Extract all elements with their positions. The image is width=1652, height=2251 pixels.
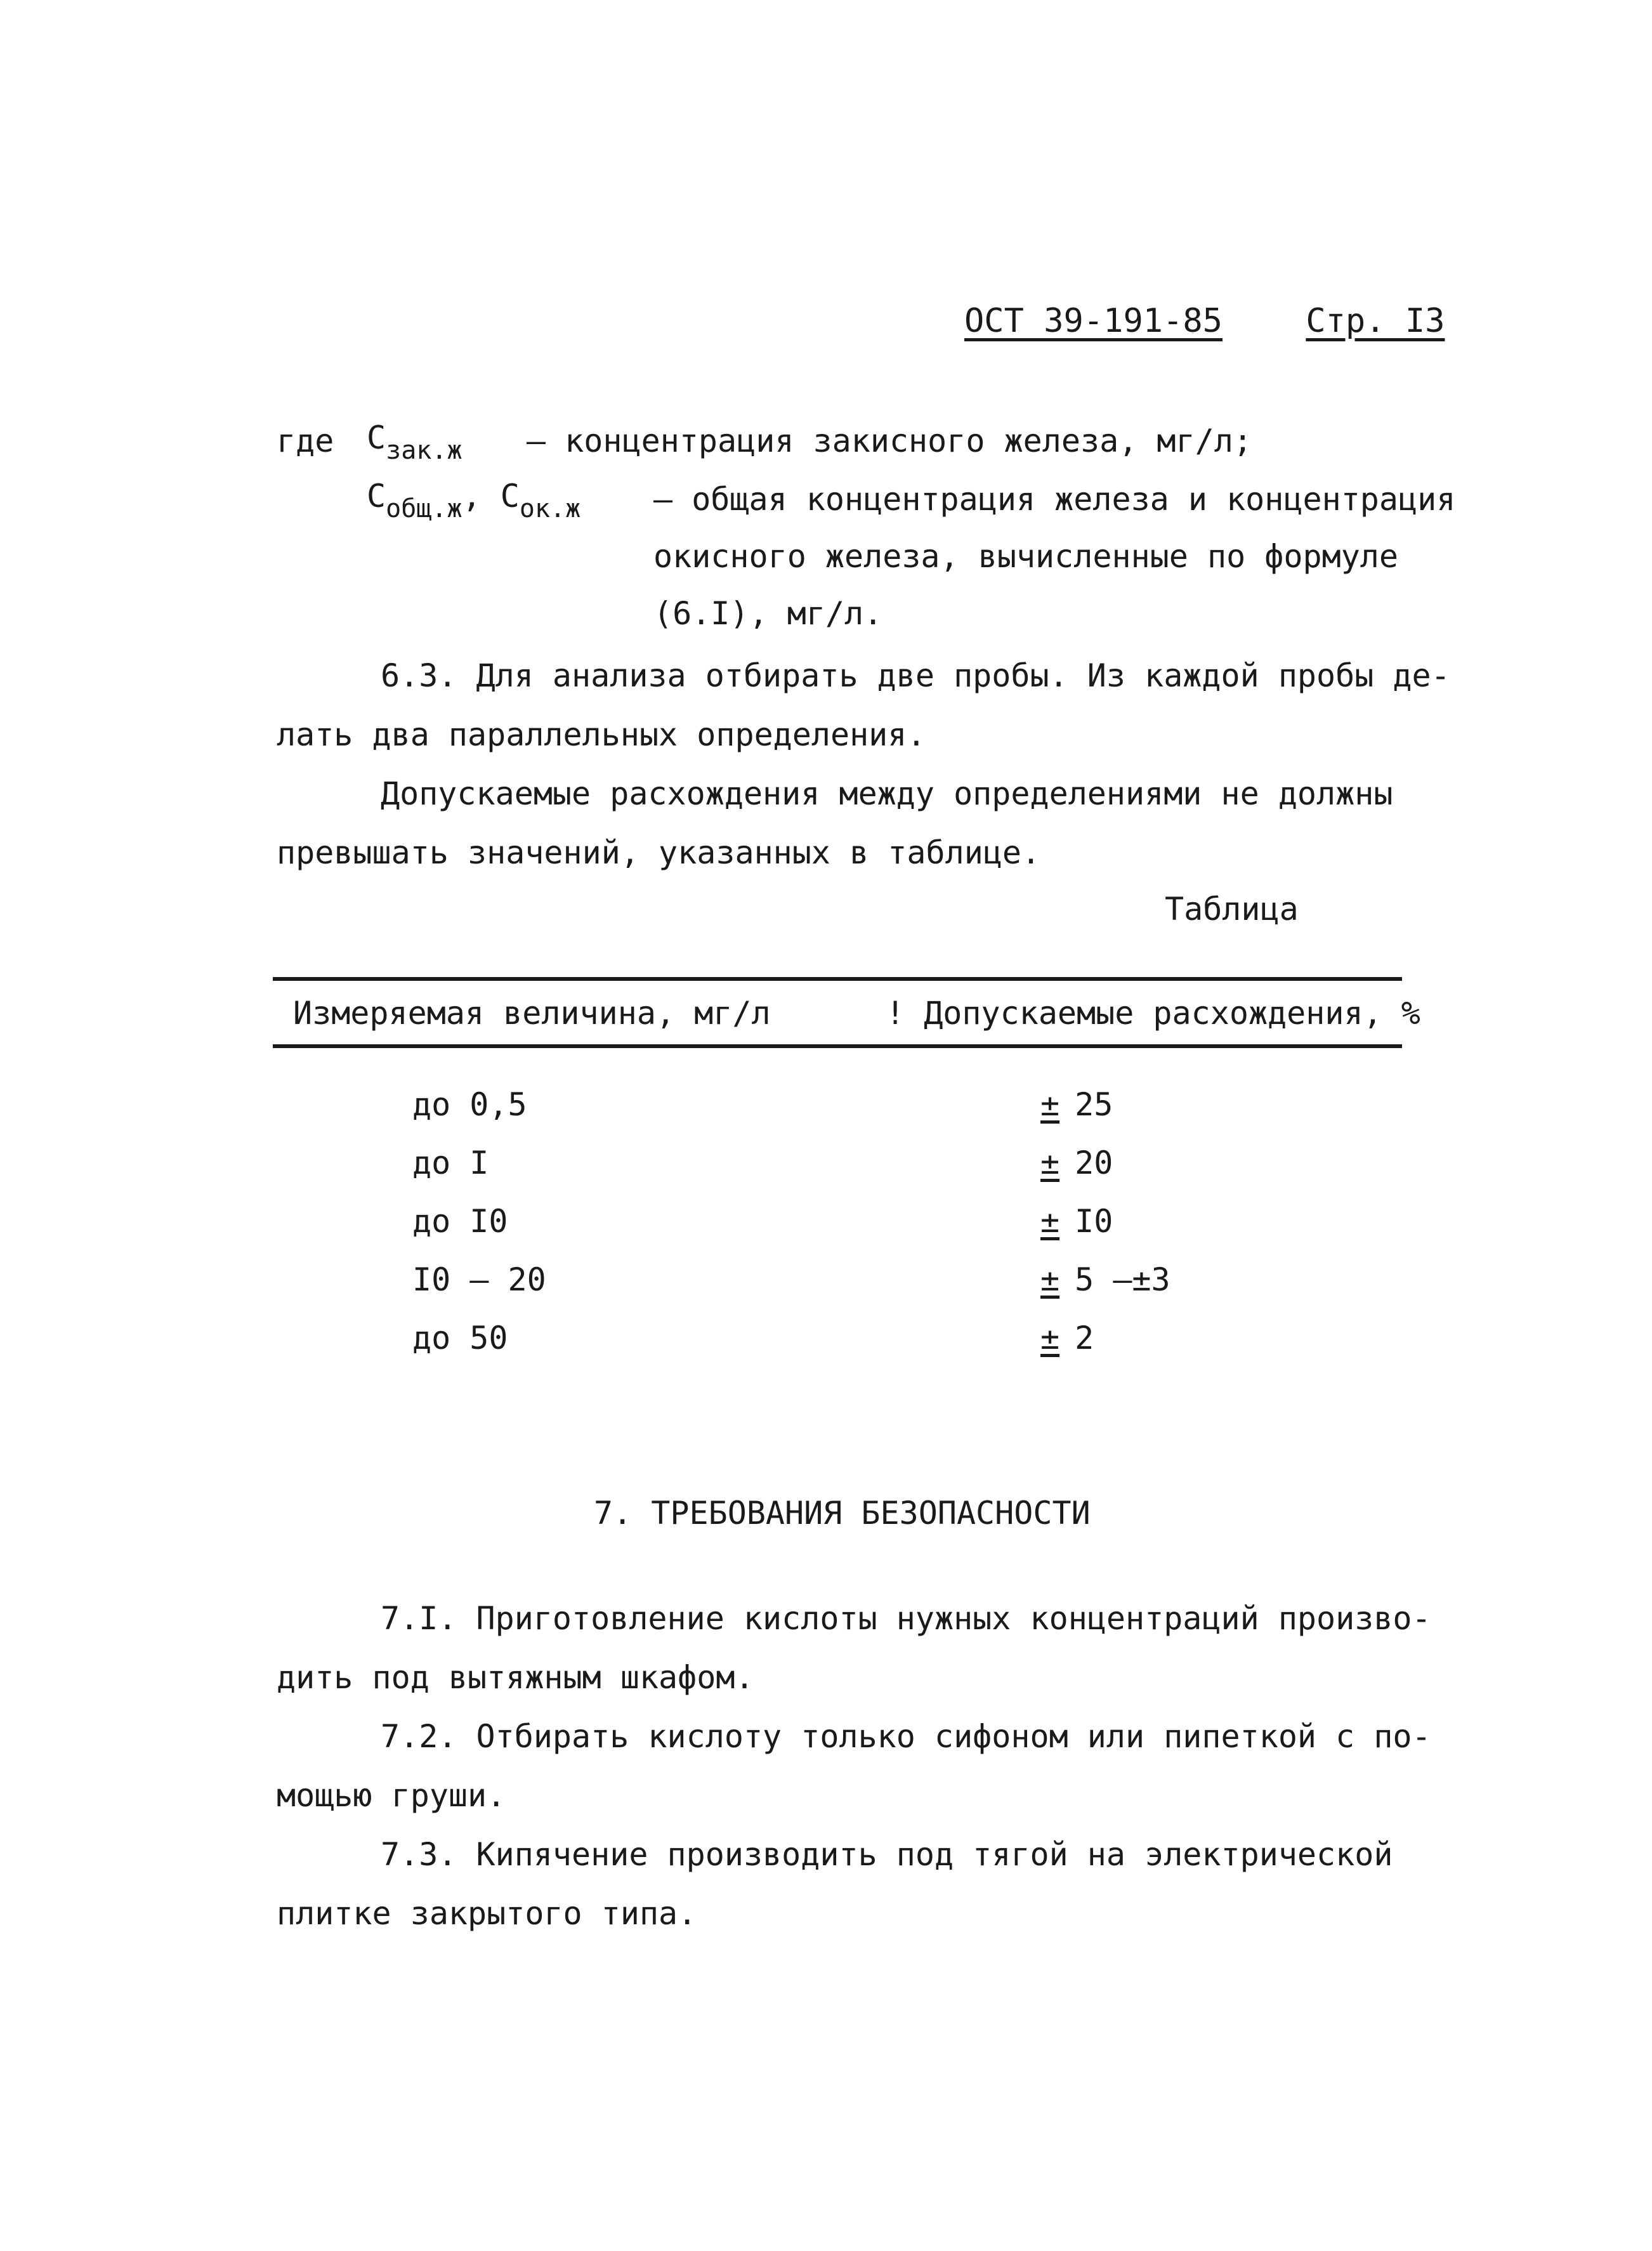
definition-c-zak: – концентрация закисного железа, мг/л;: [527, 423, 1252, 459]
paragraph-deviation-line-2: превышать значений, указанных в таблице.: [277, 834, 1041, 871]
deviation-value: 5 –±3: [1075, 1261, 1170, 1298]
paragraph-6-3-line-1: 6.3. Для анализа отбирать две пробы. Из каждой пробы де-: [381, 657, 1450, 694]
paragraph-6-3-line-2: лать два параллельных определения.: [277, 716, 926, 753]
table-row-deviation: [1040, 1147, 1113, 1179]
table-top-rule: [273, 977, 1402, 981]
paragraph-7-1-line-2: дить под вытяжным шкафом.: [277, 1659, 754, 1696]
variable-base: С: [367, 478, 386, 515]
variable-subscript: ок.ж: [519, 494, 581, 523]
document-code: ОСТ 39-191-85: [964, 302, 1223, 340]
table-row-deviation: [1040, 1322, 1094, 1354]
paragraph-7-1-line-1: 7.I. Приготовление кислоты нужных концентраций произво-: [381, 1600, 1431, 1637]
definition-c-obsh-line-3: (6.I), мг/л.: [653, 595, 883, 632]
plus-minus-sign: ±: [1040, 1086, 1060, 1123]
deviation-value: 2: [1075, 1320, 1094, 1356]
variable-separator: ,: [462, 478, 482, 515]
table-row-quantity: до I0: [412, 1203, 508, 1240]
table-row-deviation: [1040, 1203, 1113, 1240]
table-row-quantity: до I: [412, 1145, 489, 1181]
table-header-quantity: Измеряемая величина, мг/л: [293, 995, 771, 1032]
table-row-quantity: I0 – 20: [412, 1261, 546, 1298]
page-header: [964, 302, 1445, 340]
paragraph-7-2-line-1: 7.2. Отбирать кислоту только сифоном или пипеткой с по-: [381, 1718, 1431, 1755]
table-row-quantity: до 50: [412, 1320, 508, 1356]
paragraph-deviation-line-1: Допускаемые расхождения между определениями не должны: [381, 775, 1393, 812]
variable-c-zak: [367, 419, 462, 465]
table-header-rule: [273, 1044, 1402, 1048]
plus-minus-sign: ±: [1040, 1261, 1060, 1298]
section-7-title: 7. ТРЕБОВАНИЯ БЕЗОПАСНОСТИ: [594, 1495, 1091, 1532]
definition-c-obsh-line-2: окисного железа, вычисленные по формуле: [653, 538, 1398, 575]
variable-base: С: [367, 419, 386, 456]
plus-minus-sign: ±: [1040, 1320, 1060, 1356]
plus-minus-sign: ±: [1040, 1203, 1060, 1240]
paragraph-7-2-line-2: мощью груши.: [277, 1777, 506, 1814]
definition-c-obsh-line-1: – общая концентрация железа и концентрация: [653, 481, 1456, 518]
deviation-value: 20: [1075, 1145, 1113, 1181]
table-row-quantity: до 0,5: [412, 1086, 527, 1123]
deviation-value: I0: [1075, 1203, 1113, 1240]
plus-minus-sign: ±: [1040, 1145, 1060, 1181]
paragraph-7-3-line-1: 7.3. Кипячение производить под тягой на электрической: [381, 1836, 1393, 1873]
table-caption: Таблица: [1165, 891, 1299, 928]
table-row-deviation: [1040, 1261, 1170, 1298]
page-number: Стр. I3: [1306, 302, 1445, 340]
variable-subscript: общ.ж: [386, 494, 462, 523]
variable-subscript: зак.ж: [386, 436, 462, 465]
variable-base: С: [500, 478, 520, 515]
table-row-deviation: [1040, 1086, 1113, 1123]
deviation-value: 25: [1075, 1086, 1113, 1123]
where-label: где: [277, 423, 334, 459]
table-header-deviation: ! Допускаемые расхождения, %: [886, 995, 1420, 1032]
variables-c-obsh-c-ok: [367, 480, 580, 522]
paragraph-7-3-line-2: плитке закрытого типа.: [277, 1895, 697, 1932]
